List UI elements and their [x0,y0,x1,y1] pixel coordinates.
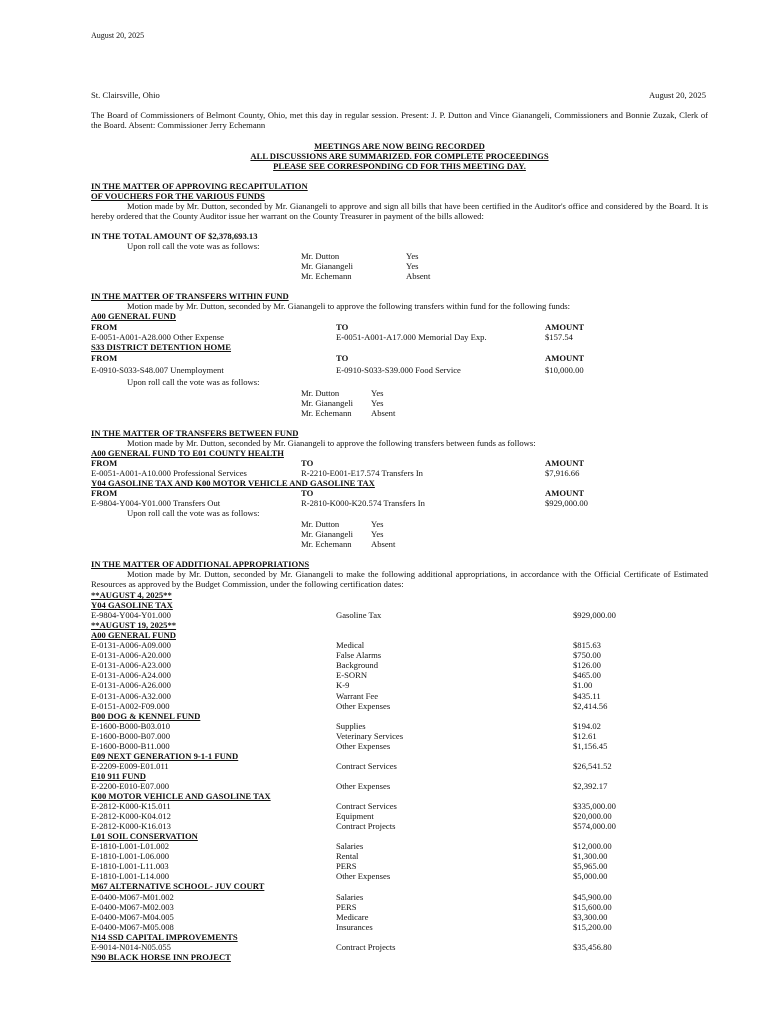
appropriation-row [91,922,708,932]
description: Other Expenses [336,701,391,711]
vote-name: Mr. Gianangeli [301,529,354,539]
amount: $157.54 [545,332,573,342]
amount: $929,000.00 [545,498,588,508]
account-code: E-0131-A006-A24.000 [91,670,171,680]
col-amount: AMOUNT [545,322,585,332]
fund-heading [91,590,708,600]
description: Medicare [336,912,369,922]
vote-name: Mr. Gianangeli [301,261,354,271]
appropriation-row [91,670,708,680]
description: Other Expenses [336,781,391,791]
account-code: E-9014-N014-N05.055 [91,942,171,952]
appropriation-row [91,761,708,771]
table-row [91,498,708,508]
appropriation-row [91,741,708,751]
col-amount: AMOUNT [545,458,585,468]
fund-heading-text: **AUGUST 19, 2025** [91,620,177,630]
appropriation-row [91,640,708,650]
account-code: E-1810-L001-L11.003 [91,861,169,871]
description: Veterinary Services [336,731,404,741]
fund-heading-text: N14 SSD CAPITAL IMPROVEMENTS [91,932,238,942]
account-code: E-2812-K000-K15.011 [91,801,171,811]
amount: $435.11 [573,691,601,701]
fund-heading [91,620,708,630]
within-fund-1: A00 GENERAL FUND [91,311,176,321]
from-account: E-9804-Y004-Y01.000 Transfers Out [91,498,221,508]
amount: $2,392.17 [573,781,608,791]
fund-heading-text: B00 DOG & KENNEL FUND [91,711,201,721]
vote-name: Mr. Echemann [301,271,352,281]
to-account: E-0051-A001-A17.000 Memorial Day Exp. [336,332,487,342]
account-code: E-2812-K000-K16.013 [91,821,171,831]
account-code: E-0131-A006-A26.000 [91,680,171,690]
between-motion: Motion made by Mr. Dutton, seconded by Mr. Gianangeli to approve the following transfers between funds as follows: [127,438,536,448]
amount: $5,000.00 [573,871,608,881]
appropriation-row [91,912,708,922]
col-from: FROM [91,353,118,363]
amount: $2,414.56 [573,701,608,711]
description: Contract Services [336,801,397,811]
amount: $335,000.00 [573,801,616,811]
header-date: August 20, 2025 [91,31,145,40]
vote-value: Yes [406,251,419,261]
appropriation-row [91,892,708,902]
appropriations-heading: IN THE MATTER OF ADDITIONAL APPROPRIATIONS [91,559,310,569]
fund-heading [91,791,708,801]
between-fund-1: A00 GENERAL FUND TO E01 COUNTY HEALTH [91,448,284,458]
col-to: TO [301,488,314,498]
recap-heading-2: OF VOUCHERS FOR THE VARIOUS FUNDS [91,191,265,201]
description: Warrant Fee [336,691,379,701]
description: Other Expenses [336,871,391,881]
appropriation-row [91,821,708,831]
notice-line-2: ALL DISCUSSIONS ARE SUMMARIZED. FOR COMPLETE PROCEEDINGS [250,151,549,161]
meeting-place: St. Clairsville, Ohio [91,90,160,100]
description: Salaries [336,841,364,851]
to-account: R-2810-K000-K20.574 Transfers In [301,498,425,508]
description: Contract Projects [336,942,396,952]
vote-name: Mr. Dutton [301,519,340,529]
description: Background [336,660,379,670]
amount: $20,000.00 [573,811,612,821]
appropriations-motion: Motion made by Mr. Dutton, seconded by Mr. Gianangeli to make the following additional appropriations, in accordance with the Official Certificate of Estimated Resources as approved by the Budget Commission, under the following certification dates: [91,569,708,589]
amount: $26,541.52 [573,761,612,771]
appropriation-row [91,861,708,871]
fund-heading-text: L01 SOIL CONSERVATION [91,831,198,841]
appropriation-row [91,902,708,912]
appropriation-row [91,610,708,620]
fund-heading-text: Y04 GASOLINE TAX [91,600,173,610]
between-col-headers [91,488,708,498]
amount: $10,000.00 [545,365,584,375]
vote-value: Yes [371,529,384,539]
description: Salaries [336,892,364,902]
vote-name: Mr. Dutton [301,251,340,261]
vote-value: Absent [406,271,431,281]
amount: $45,900.00 [573,892,612,902]
account-code: E-9804-Y004-Y01.000 [91,610,171,620]
account-code: E-2209-E009-E01.011 [91,761,169,771]
account-code: E-1600-B000-B11.000 [91,741,170,751]
within-motion: Motion made by Mr. Dutton, seconded by Mr. Gianangeli to approve the following transfers within fund for the following funds: [127,301,570,311]
to-account: E-0910-S033-S39.000 Food Service [336,365,461,375]
meeting-date: August 20, 2025 [648,90,706,100]
fund-heading-text: N90 BLACK HORSE INN PROJECT [91,952,231,962]
amount: $15,600.00 [573,902,612,912]
vote-value: Yes [371,388,384,398]
fund-heading-text: M67 ALTERNATIVE SCHOOL- JUV COURT [91,881,265,891]
account-code: E-0131-A006-A23.000 [91,660,171,670]
description: Equipment [336,811,374,821]
amount: $5,965.00 [573,861,608,871]
fund-heading-text: E10 911 FUND [91,771,146,781]
account-code: E-0400-M067-M04.005 [91,912,174,922]
notice-line-1: MEETINGS ARE NOW BEING RECORDED [314,141,485,151]
col-from: FROM [91,458,118,468]
account-code: E-1810-L001-L01.002 [91,841,170,851]
appropriation-row [91,841,708,851]
vote-value: Yes [371,398,384,408]
appropriation-row [91,721,708,731]
fund-heading-text: **AUGUST 4, 2025** [91,590,172,600]
amount: $3,300.00 [573,912,608,922]
appropriation-row [91,691,708,701]
description: Gasoline Tax [336,610,382,620]
amount: $12.61 [573,731,597,741]
within-fund-2: S33 DISTRICT DETENTION HOME [91,342,232,352]
between-heading: IN THE MATTER OF TRANSFERS BETWEEN FUND [91,428,299,438]
recap-total: IN THE TOTAL AMOUNT OF $2,378,693.13 [91,231,258,241]
recap-heading-1: IN THE MATTER OF APPROVING RECAPITULATION [91,181,308,191]
fund-heading [91,831,708,841]
account-code: E-0400-M067-M05.008 [91,922,174,932]
table-row [91,365,708,375]
account-code: E-0131-A006-A32.000 [91,691,171,701]
fund-heading-text: E09 NEXT GENERATION 9-1-1 FUND [91,751,239,761]
account-code: E-0131-A006-A20.000 [91,650,171,660]
fund-heading [91,881,708,891]
to-account: R-2210-E001-E17.574 Transfers In [301,468,423,478]
description: False Alarms [336,650,382,660]
description: Medical [336,640,365,650]
account-code: E-0400-M067-M02.003 [91,902,174,912]
account-code: E-2200-E010-E07.000 [91,781,170,791]
between-col-headers [91,458,708,468]
table-row [91,332,708,342]
fund-heading-text: K00 MOTOR VEHICLE AND GASOLINE TAX [91,791,271,801]
amount: $1,300.00 [573,851,608,861]
vote-value: Absent [371,408,396,418]
col-from: FROM [91,488,118,498]
amount: $574,000.00 [573,821,616,831]
account-code: E-1600-B000-B07.000 [91,731,171,741]
amount: $35,456.80 [573,942,612,952]
notice-line-3: PLEASE SEE CORRESPONDING CD FOR THIS MEETING DAY. [273,161,526,171]
appropriation-row [91,871,708,881]
account-code: E-1600-B000-B03.010 [91,721,171,731]
within-heading: IN THE MATTER OF TRANSFERS WITHIN FUND [91,291,289,301]
appropriation-row [91,660,708,670]
fund-heading [91,771,708,781]
description: Insurances [336,922,373,932]
amount: $7,916.66 [545,468,580,478]
amount: $929,000.00 [573,610,616,620]
account-code: E-0151-A002-F09.000 [91,701,170,711]
intro-paragraph: The Board of Commissioners of Belmont County, Ohio, met this day in regular session. Present: J. P. Dutton and Vince Gianangeli, Commissioners and Bonnie Zuzak, Clerk of the Board. Absent: Commissioner Jerry Echemann [91,110,708,130]
appropriation-row [91,942,708,952]
fund-heading [91,751,708,761]
amount: $15,200.00 [573,922,612,932]
appropriation-row [91,731,708,741]
amount: $1.00 [573,680,593,690]
account-code: E-1810-L001-L14.000 [91,871,170,881]
place-date-line [91,90,706,100]
description: K-9 [336,680,350,690]
description: Contract Services [336,761,397,771]
description: Rental [336,851,359,861]
appropriation-row [91,851,708,861]
fund-heading-text: A00 GENERAL FUND [91,630,176,640]
amount: $12,000.00 [573,841,612,851]
col-from: FROM [91,322,118,332]
from-account: E-0910-S033-S48.007 Unemployment [91,365,224,375]
col-to: TO [301,458,314,468]
from-account: E-0051-A001-A10.000 Professional Services [91,468,247,478]
appropriation-row [91,680,708,690]
col-amount: AMOUNT [545,353,585,363]
amount: $126.00 [573,660,601,670]
from-account: E-0051-A001-A28.000 Other Expense [91,332,224,342]
account-code: E-1810-L001-L06.000 [91,851,170,861]
col-amount: AMOUNT [545,488,585,498]
amount: $1,156.45 [573,741,608,751]
description: Supplies [336,721,366,731]
appropriation-row [91,811,708,821]
col-to: TO [336,322,349,332]
fund-heading [91,600,708,610]
description: PERS [336,902,357,912]
description: PERS [336,861,357,871]
vote-name: Mr. Gianangeli [301,398,354,408]
within-rollcall: Upon roll call the vote was as follows: [127,377,260,387]
vote-value: Yes [371,519,384,529]
amount: $750.00 [573,650,601,660]
within-col-headers [91,353,708,363]
account-code: E-0131-A006-A09.000 [91,640,171,650]
description: E-SORN [336,670,368,680]
fund-heading [91,932,708,942]
between-rollcall: Upon roll call the vote was as follows: [127,508,260,518]
within-col-headers [91,322,708,332]
appropriation-row [91,781,708,791]
appropriation-row [91,801,708,811]
description: Other Expenses [336,741,391,751]
account-code: E-2812-K000-K04.012 [91,811,171,821]
recap-motion: Motion made by Mr. Dutton, seconded by Mr. Gianangeli to approve and sign all bills that have been certified in the Auditor's office and considered by the Board. It is hereby ordered that the County Auditor issue her warrant on the County Treasurer in payment of the bills allowed: [91,201,708,221]
between-fund-2: Y04 GASOLINE TAX AND K00 MOTOR VEHICLE AND GASOLINE TAX [91,478,375,488]
amount: $815.63 [573,640,601,650]
fund-heading [91,630,708,640]
table-row [91,468,708,478]
vote-value: Yes [406,261,419,271]
vote-value: Absent [371,539,396,549]
amount: $465.00 [573,670,601,680]
appropriation-row [91,701,708,711]
fund-heading [91,952,708,962]
vote-name: Mr. Dutton [301,388,340,398]
recap-rollcall: Upon roll call the vote was as follows: [127,241,260,251]
fund-heading [91,711,708,721]
description: Contract Projects [336,821,396,831]
appropriation-row [91,650,708,660]
vote-name: Mr. Echemann [301,539,352,549]
col-to: TO [336,353,349,363]
account-code: E-0400-M067-M01.002 [91,892,174,902]
amount: $194.02 [573,721,601,731]
vote-name: Mr. Echemann [301,408,352,418]
